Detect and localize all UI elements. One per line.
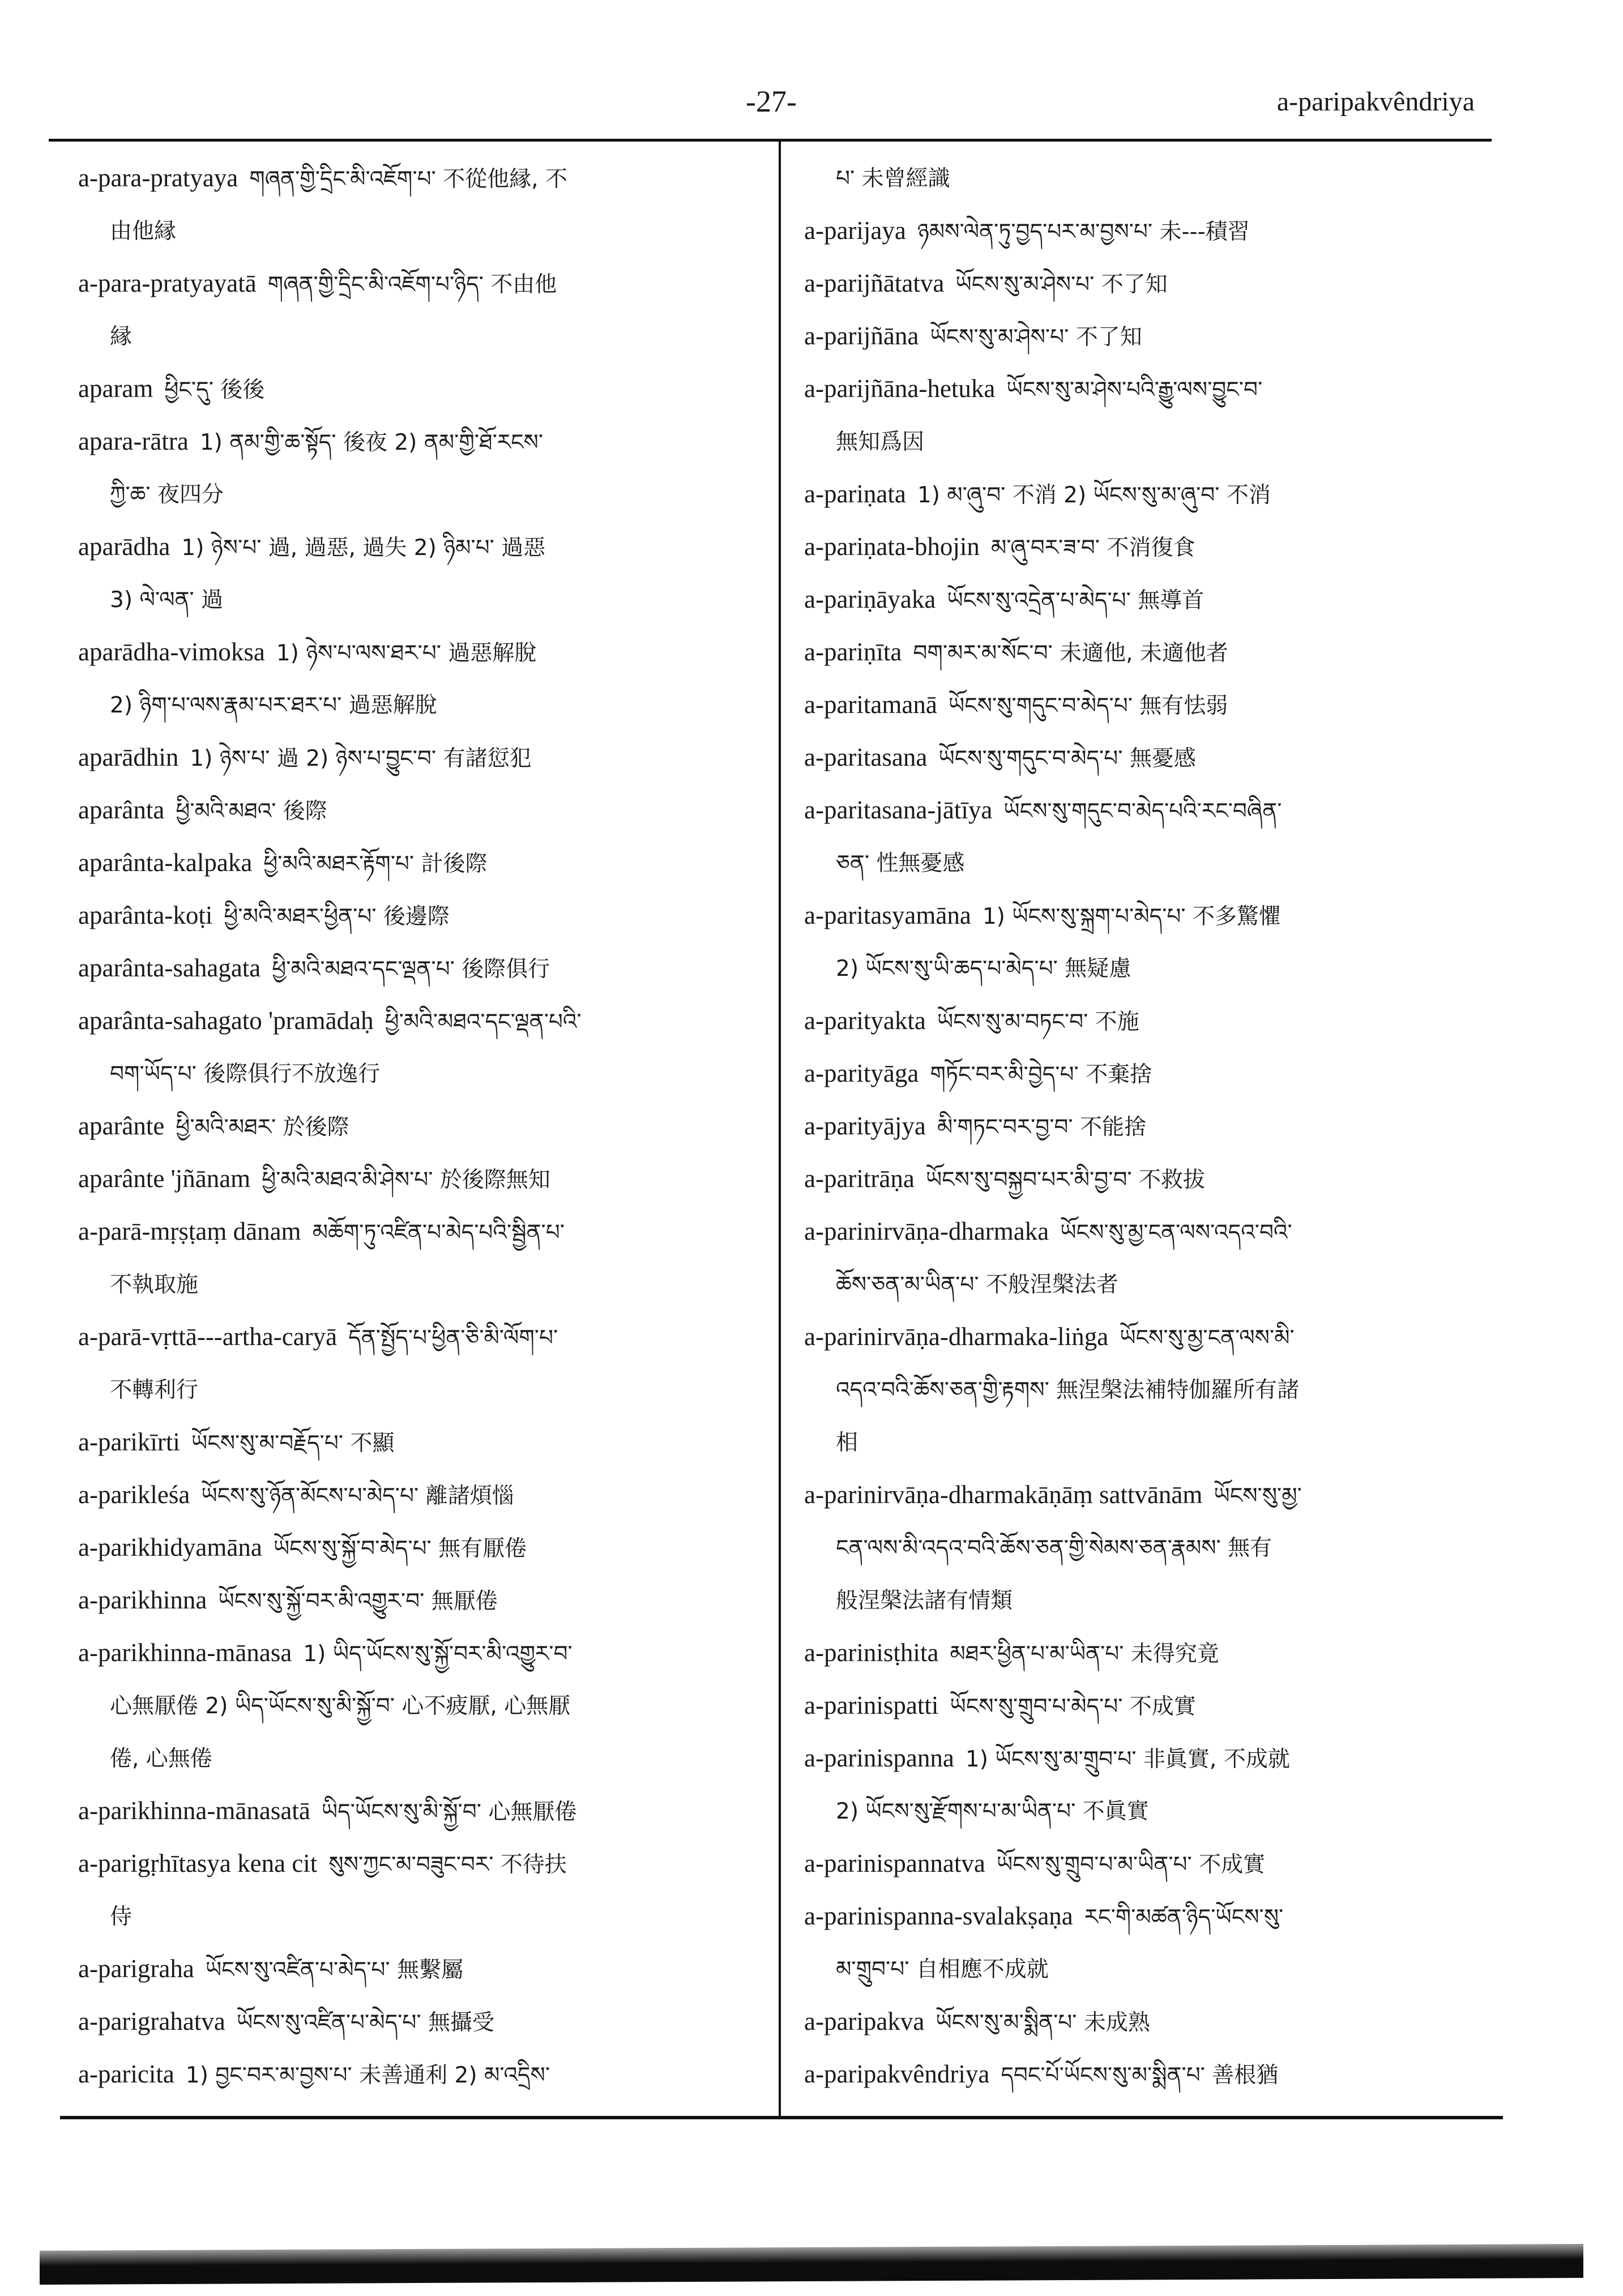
headword: a-parigrahatva — [78, 2007, 225, 2035]
gloss: སུས་ཀྱང་མ་བཟུང་བར་ 不待扶 — [328, 1852, 567, 1877]
headword: a-paritasana-jātīya — [804, 796, 993, 824]
dictionary-line — [78, 1995, 780, 2048]
headword: aparādhin — [78, 743, 179, 771]
dictionary-line — [804, 1943, 1506, 1995]
dictionary-line — [78, 837, 780, 889]
headword: a-parikhinna — [78, 1586, 207, 1614]
dictionary-line — [78, 942, 780, 995]
gloss: ཆོས་ཅན་མ་ཡིན་པ་ 不般涅槃法者 — [836, 1272, 1118, 1298]
dictionary-line — [804, 1995, 1506, 2048]
gloss: མཆོག་ཏུ་འཛིན་པ་མེད་པའི་སྦྱིན་པ་ — [312, 1220, 565, 1245]
gloss: ཕྱི་མའི་མཐར་རྟོག་པ་ 計後際 — [263, 851, 488, 877]
gloss: ཕྱི་མའི་མཐར་ 於後際 — [176, 1115, 349, 1140]
dictionary-line — [804, 678, 1506, 731]
dictionary-line — [78, 1258, 780, 1311]
dictionary-line — [78, 1153, 780, 1205]
dictionary-line — [804, 468, 1506, 520]
dictionary-line — [78, 1469, 780, 1521]
headword: a-parijñāna — [804, 322, 919, 350]
dictionary-line — [78, 415, 780, 468]
dictionary-line — [804, 995, 1506, 1047]
gloss: དོན་སྤྱོད་པ་ཕྱིན་ཅི་མི་ལོག་པ་ — [348, 1325, 558, 1351]
headword: a-parijñāna-hetuka — [804, 374, 996, 403]
headword: aparânte — [78, 1112, 165, 1140]
dictionary-line — [78, 1521, 780, 1574]
dictionary-line — [78, 889, 780, 942]
dictionary-line — [78, 1890, 780, 1943]
headword: aparādha — [78, 532, 170, 561]
gloss: 1) ནམ་གྱི་ཆ་སྟོད་ 後夜 2) ནམ་གྱི་ཐོ་རངས་ — [199, 430, 544, 455]
dictionary-line — [804, 520, 1506, 573]
dictionary-line — [804, 152, 1506, 204]
headword: a-parinirvāṇa-dharmakāṇāṃ sattvānām — [804, 1480, 1203, 1509]
dictionary-line — [78, 257, 780, 310]
dictionary-line — [78, 310, 780, 362]
gloss: 般涅槃法諸有情類 — [836, 1588, 1013, 1614]
gloss: ཕྱི་མའི་མཐའ་ 後際 — [176, 799, 327, 824]
gloss: 縁 — [110, 324, 133, 349]
gloss: དབང་པོ་ཡོངས་སུ་མ་སྨིན་པ་ 善根猶 — [1001, 2063, 1279, 2088]
gloss: 1) བྱང་བར་མ་བྱས་པ་ 未善通利 2) མ་འདྲིས་ — [185, 2063, 550, 2088]
gloss: 1) མ་ཞུ་བ་ 不消 2) ཡོངས་སུ་མ་ཞུ་བ་ 不消 — [917, 483, 1271, 508]
headword: a-para-pratyayatā — [78, 269, 257, 297]
headword: a-pariṇāyaka — [804, 585, 936, 613]
dictionary-line — [804, 837, 1506, 889]
dictionary-line — [78, 995, 780, 1047]
gloss: 3) ལེ་ལན་ 過 — [110, 587, 224, 613]
gloss: ཕྱིང་དུ་ 後後 — [164, 377, 265, 403]
headword: aparânta-koṭi — [78, 901, 213, 929]
headword: a-parinirvāṇa-dharmaka-liṅga — [804, 1322, 1109, 1351]
gloss: 1) ཉེས་པ་ 過, 過惡, 過失 2) ཉིམ་པ་ 過惡 — [181, 535, 546, 561]
gloss: ཡོངས་སུ་སྐྱོ་བ་མེད་པ་ 無有厭倦 — [273, 1536, 527, 1561]
gloss: མི་གཏང་བར་བྱ་བ་ 不能捨 — [937, 1115, 1147, 1140]
headword: a-paricita — [78, 2060, 174, 2088]
dictionary-line — [804, 1100, 1506, 1153]
gloss: ཡོངས་སུ་མྱ་ངན་ལས་འདའ་བའི་ — [1060, 1220, 1292, 1245]
header-rule — [49, 139, 1492, 142]
dictionary-line — [78, 362, 780, 415]
dictionary-line — [804, 1311, 1506, 1363]
gloss: 不轉利行 — [110, 1377, 199, 1403]
scan-edge-band — [40, 2244, 1583, 2285]
gloss: བག་ཡོད་པ་ 後際俱行不放逸行 — [110, 1061, 381, 1087]
headword: a-parinispatti — [804, 1691, 939, 1719]
headword: aparādha-vimoksa — [78, 638, 265, 666]
gloss: ཡོངས་སུ་གདུང་བ་མེད་པ་ 無有怯弱 — [948, 693, 1228, 719]
gloss: ཡོངས་སུ་ཉོན་མོངས་པ་མེད་པ་ 離諸煩惱 — [201, 1483, 514, 1509]
gloss: 1) ཡོངས་སུ་སྐྲག་པ་མེད་པ་ 不多驚懼 — [982, 904, 1281, 929]
page-number: -27- — [746, 84, 797, 118]
dictionary-line — [804, 889, 1506, 942]
dictionary-line — [804, 1574, 1506, 1627]
headword: a-parityājya — [804, 1112, 926, 1140]
gloss: ཡོངས་སུ་མ་བརྗོད་པ་ 不顯 — [191, 1431, 395, 1456]
dictionary-line — [78, 626, 780, 678]
headword: a-parijñātatva — [804, 269, 945, 297]
gloss: ཉམས་ལེན་ཏུ་བྱད་པར་མ་བྱས་པ་ 未---積習 — [917, 219, 1250, 245]
headword: a-para-pratyaya — [78, 164, 238, 192]
dictionary-line — [804, 1047, 1506, 1100]
dictionary-line — [804, 626, 1506, 678]
gloss: རང་གི་མཚན་ཉིད་ཡོངས་སུ་ — [1084, 1905, 1284, 1930]
gloss: 1) ཉེས་པ་ 過 2) ཉེས་པ་བྱུང་བ་ 有諸愆犯 — [190, 746, 532, 771]
gloss: ཡོངས་སུ་གྲུབ་པ་མེད་པ་ 不成實 — [950, 1694, 1196, 1719]
gloss: ཡོངས་སུ་མ་ཤེས་པ་ 不了知 — [955, 272, 1168, 297]
gloss: ཡོངས་སུ་སྐྱོ་བར་མི་འགྱུར་བ་ 無厭倦 — [218, 1589, 498, 1614]
gloss: ཡོངས་སུ་གྲུབ་པ་མ་ཡིན་པ་ 不成實 — [996, 1852, 1266, 1877]
gloss: ཡོངས་སུ་གདུང་བ་མེད་པའི་རང་བཞིན་ — [1003, 799, 1282, 824]
gloss: མཐར་ཕྱིན་པ་མ་ཡིན་པ་ 未得究竟 — [950, 1641, 1219, 1667]
running-head: a-paripakvêndriya — [1276, 87, 1475, 117]
dictionary-line — [804, 2048, 1506, 2101]
dictionary-line — [804, 1416, 1506, 1469]
gloss: 不執取施 — [110, 1272, 199, 1298]
dictionary-line — [78, 1416, 780, 1469]
headword: apara-rātra — [78, 427, 189, 455]
gloss: 2) ཉིག་པ་ལས་རྣམ་པར་ཐར་པ་ 過惡解脫 — [110, 693, 437, 718]
headword: a-parikhinna-mānasa — [78, 1638, 292, 1667]
dictionary-line — [78, 1311, 780, 1363]
dictionary-line — [804, 573, 1506, 626]
dictionary-line — [804, 1837, 1506, 1890]
right-column — [804, 152, 1506, 2101]
gloss: ཕྱི་མའི་མཐའ་མི་ཤེས་པ་ 於後際無知 — [262, 1167, 550, 1193]
headword: a-parikhidyamāna — [78, 1533, 262, 1561]
gloss: ཡོངས་སུ་བསྐྱབ་པར་མི་བྱ་བ་ 不救拔 — [925, 1167, 1206, 1193]
headword: a-parigraha — [78, 1954, 194, 1983]
gloss: 1) ཡིད་ཡོངས་སུ་སྐྱོ་བར་མི་འགྱུར་བ་ — [303, 1641, 573, 1667]
dictionary-line — [804, 257, 1506, 310]
headword: a-paritasyamāna — [804, 901, 971, 929]
dictionary-line — [78, 784, 780, 837]
headword: aparânta-kalpaka — [78, 848, 253, 877]
dictionary-line — [78, 204, 780, 257]
headword: a-parikīrti — [78, 1428, 180, 1456]
dictionary-line — [804, 942, 1506, 995]
headword: a-parinispannatva — [804, 1849, 985, 1877]
headword: a-parityāga — [804, 1059, 919, 1087]
headword: a-parijaya — [804, 216, 906, 245]
gloss: 心無厭倦 2) ཡིད་ཡོངས་སུ་མི་སྐྱོ་བ་ 心不疲厭, 心無厭 — [110, 1693, 571, 1719]
dictionary-line — [78, 731, 780, 784]
dictionary-line — [78, 1100, 780, 1153]
dictionary-line — [804, 1363, 1506, 1416]
gloss: ཡོངས་སུ་འཛིན་པ་མེད་པ་ 無攝受 — [236, 2010, 494, 2035]
dictionary-line — [78, 2048, 780, 2101]
headword: a-parinisṭhita — [804, 1638, 939, 1667]
dictionary-line — [78, 520, 780, 573]
gloss: ཕྱི་མའི་མཐའ་དང་ལྡན་པ་ 後際俱行 — [272, 957, 550, 982]
dictionary-line — [78, 1047, 780, 1100]
headword: a-parinispanna — [804, 1744, 954, 1772]
gloss: ཕྱི་མའི་མཐར་ཕྱིན་པ་ 後邊際 — [224, 904, 450, 929]
dictionary-line — [78, 1205, 780, 1258]
headword: a-parā-vṛttā---artha-caryā — [78, 1322, 338, 1351]
gloss: ཅན་ 性無憂感 — [836, 851, 965, 876]
gloss: ཀྱི་ཆ་ 夜四分 — [110, 482, 224, 507]
dictionary-line — [804, 415, 1506, 468]
gloss: ཡོངས་སུ་མ་བཏང་བ་ 不施 — [937, 1009, 1139, 1035]
gloss: གཞན་གྱི་དྲིང་མི་འཇོག་པ་ཉིད་ 不由他 — [267, 272, 557, 297]
dictionary-line — [804, 362, 1506, 415]
gloss: 由他縁 — [110, 219, 177, 244]
dictionary-line — [804, 1627, 1506, 1679]
gloss: 1) ཡོངས་སུ་མ་གྲུབ་པ་ 非眞實, 不成就 — [965, 1747, 1290, 1772]
dictionary-line — [78, 1363, 780, 1416]
gloss: ཡོངས་སུ་འཛིན་པ་མེད་པ་ 無繫屬 — [205, 1957, 463, 1983]
headword: a-parikleśa — [78, 1480, 190, 1509]
gloss: ཡོངས་སུ་མ་ཤེས་པའི་རྒྱུ་ལས་བྱུང་བ་ — [1006, 377, 1263, 403]
gloss: ཡོངས་སུ་མ་སྨིན་པ་ 未成熟 — [936, 2010, 1150, 2035]
dictionary-line — [804, 1785, 1506, 1837]
gloss: གཏོང་བར་མི་བྱེད་པ་ 不棄捨 — [930, 1062, 1152, 1087]
gloss: ཡོངས་སུ་འདྲེན་པ་མེད་པ་ 無導首 — [947, 588, 1205, 613]
dictionary-line — [78, 1943, 780, 1995]
gloss: ཕྱི་མའི་མཐའ་དང་ལྡན་པའི་ — [385, 1009, 582, 1035]
dictionary-line — [804, 1469, 1506, 1521]
dictionary-line — [804, 1890, 1506, 1943]
headword: a-parigṛhītasya kena cit — [78, 1849, 318, 1877]
headword: a-parikhinna-mānasatā — [78, 1796, 310, 1825]
dictionary-line — [804, 1258, 1506, 1311]
headword: a-paripakvêndriya — [804, 2060, 990, 2088]
gloss: ཡོངས་སུ་མྱ་ — [1214, 1483, 1302, 1509]
headword: a-paritrāṇa — [804, 1164, 915, 1193]
headword: a-pariṇata — [804, 480, 906, 508]
dictionary-line — [804, 1153, 1506, 1205]
gloss: པ་ 未曾經識 — [836, 166, 950, 191]
dictionary-line — [78, 573, 780, 626]
gloss: 相 — [836, 1430, 859, 1456]
gloss: 侍 — [110, 1904, 133, 1930]
dictionary-line — [78, 468, 780, 520]
headword: a-paritasana — [804, 743, 928, 771]
gloss: ཡོངས་སུ་མ་ཤེས་པ་ 不了知 — [930, 325, 1142, 350]
gloss: ངན་ལས་མི་འདའ་བའི་ཆོས་ཅན་གྱི་སེམས་ཅན་རྣམས་ 無有 — [836, 1535, 1272, 1561]
headword: a-parityakta — [804, 1006, 926, 1035]
gloss: 1) ཉེས་པ་ལས་ཐར་པ་ 過惡解脫 — [276, 641, 537, 666]
headword: aparânta-sahagato 'pramādaḥ — [78, 1006, 374, 1035]
dictionary-line — [78, 1837, 780, 1890]
footer-rule — [60, 2116, 1503, 2119]
gloss: འདའ་བའི་ཆོས་ཅན་གྱི་རྟགས་ 無涅槃法補特伽羅所有諸 — [836, 1377, 1300, 1403]
gloss: ཡོངས་སུ་མྱ་ངན་ལས་མི་ — [1120, 1325, 1295, 1351]
gloss: 2) ཡོངས་སུ་རྫོགས་པ་མ་ཡིན་པ་ 不眞實 — [836, 1799, 1149, 1824]
headword: aparânta — [78, 796, 165, 824]
dictionary-line — [804, 1521, 1506, 1574]
dictionary-line — [804, 1732, 1506, 1785]
headword: a-pariṇīta — [804, 638, 902, 666]
gloss: 倦, 心無倦 — [110, 1746, 212, 1772]
headword: a-parinispanna-svalakṣaṇa — [804, 1902, 1073, 1930]
dictionary-line — [804, 204, 1506, 257]
headword: a-paripakva — [804, 2007, 925, 2035]
dictionary-line — [804, 1679, 1506, 1732]
dictionary-line — [804, 1205, 1506, 1258]
dictionary-line — [804, 784, 1506, 837]
dictionary-line — [78, 1732, 780, 1785]
headword: aparânte 'jñānam — [78, 1164, 251, 1193]
dictionary-line — [804, 731, 1506, 784]
gloss: མ་ཞུ་བར་ཟ་བ་ 不消復食 — [990, 535, 1195, 561]
gloss: ཡོངས་སུ་གདུང་བ་མེད་པ་ 無憂感 — [938, 746, 1196, 771]
gloss: མ་གྲུབ་པ་ 自相應不成就 — [836, 1957, 1049, 1982]
gloss: གཞན་གྱི་དྲིང་མི་འཇོག་པ་ 不從他縁, 不 — [249, 167, 567, 192]
gloss: ཡིད་ཡོངས་སུ་མི་སྐྱོ་བ་ 心無厭倦 — [321, 1799, 577, 1825]
dictionary-line — [78, 152, 780, 204]
dictionary-line — [78, 1627, 780, 1679]
gloss: 2) ཡོངས་སུ་ཡི་ཆད་པ་མེད་པ་ 無疑慮 — [836, 956, 1131, 981]
dictionary-line — [78, 1574, 780, 1627]
headword: a-parā-mṛṣṭaṃ dānam — [78, 1217, 301, 1245]
left-column — [78, 152, 780, 2101]
dictionary-line — [78, 1679, 780, 1732]
dictionary-line — [78, 678, 780, 731]
gloss: 無知爲因 — [836, 429, 925, 455]
dictionary-line — [78, 1785, 780, 1837]
headword: aparânta-sahagata — [78, 954, 261, 982]
dictionary-line — [804, 310, 1506, 362]
headword: a-pariṇata-bhojin — [804, 532, 980, 561]
headword: aparam — [78, 374, 153, 403]
headword: a-parinirvāṇa-dharmaka — [804, 1217, 1049, 1245]
headword: a-paritamanā — [804, 690, 937, 719]
gloss: བག་མར་མ་སོང་བ་ 未適他, 未適他者 — [913, 641, 1228, 666]
